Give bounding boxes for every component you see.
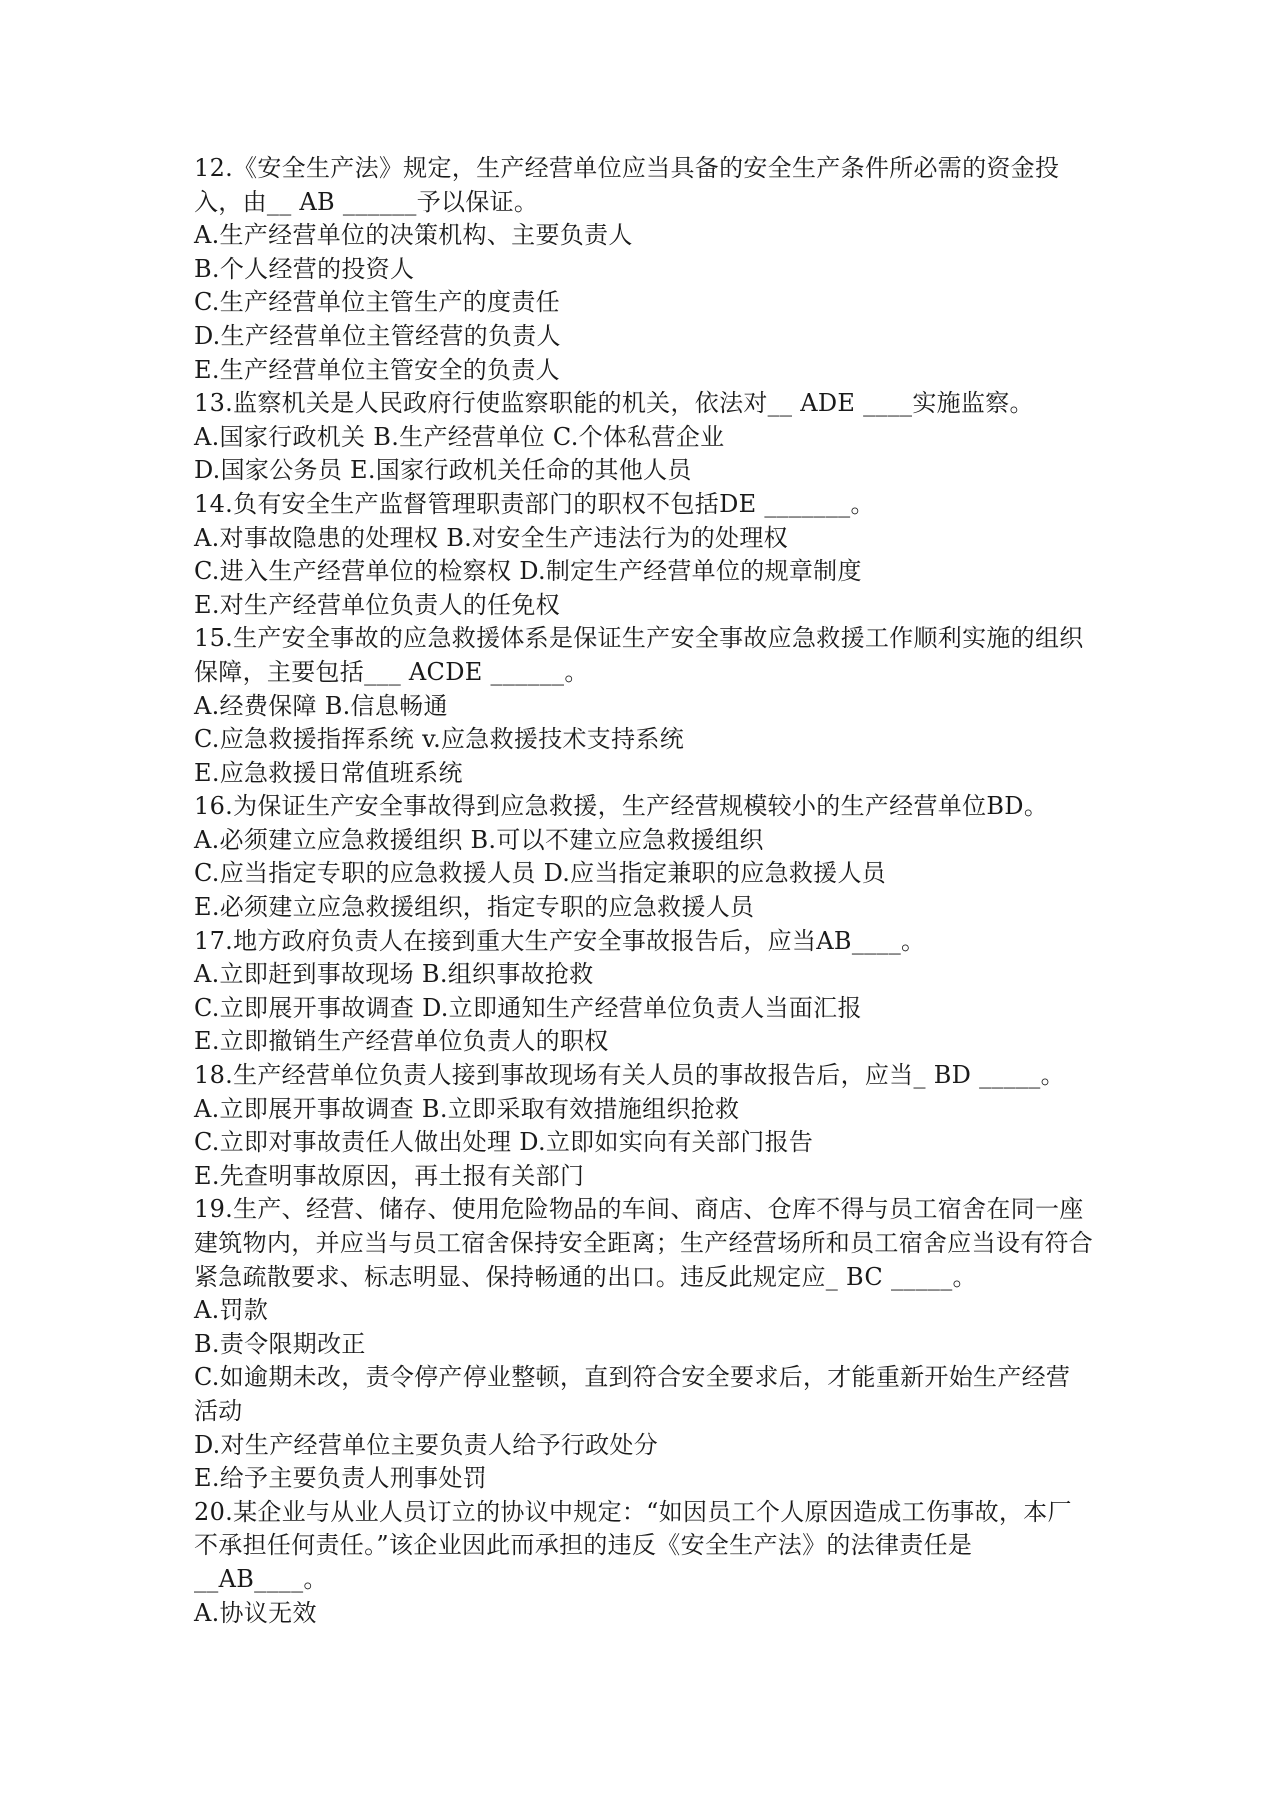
question-16 bbox=[194, 790, 1094, 924]
option-line: C.进入生产经营单位的检察权 D.制定生产经营单位的规章制度 bbox=[194, 557, 862, 586]
option-line: E.必须建立应急救援组织，指定专职的应急救援人员 bbox=[194, 893, 755, 922]
option-line: E.先查明事故原因，再土报有关部门 bbox=[194, 1161, 585, 1190]
option-line: C.立即对事故责任人做出处理 D.立即如实向有关部门报告 bbox=[194, 1128, 814, 1157]
question-13 bbox=[194, 387, 1094, 488]
option-line: E.对生产经营单位负责人的任免权 bbox=[194, 590, 560, 619]
question-stem: 13.监察机关是人民政府行使监察职能的机关，依法对__ ADE ____实施监察。 bbox=[194, 389, 1034, 418]
option-line: A.立即展开事故调查 B.立即采取有效措施组织抢救 bbox=[194, 1094, 740, 1123]
option-line: C.如逾期未改，责令停产停业整顿，直到符合安全要求后，才能重新开始生产经营活动 bbox=[194, 1363, 1071, 1425]
option-line: E.立即撤销生产经营单位负责人的职权 bbox=[194, 1027, 609, 1056]
option-line: C.立即展开事故调查 D.立即通知生产经营单位负责人当面汇报 bbox=[194, 993, 862, 1022]
question-18 bbox=[194, 1059, 1094, 1193]
option-line: B.责令限期改正 bbox=[194, 1329, 366, 1358]
option-line: E.应急救援日常值班系统 bbox=[194, 758, 463, 787]
option-line: E.给予主要负责人刑事处罚 bbox=[194, 1464, 488, 1493]
option-line: C.生产经营单位主管生产的度责任 bbox=[194, 288, 560, 317]
option-line: E.生产经营单位主管安全的负责人 bbox=[194, 355, 560, 384]
question-list bbox=[194, 152, 1094, 1630]
option-line: A.经费保障 B.信息畅通 bbox=[194, 691, 448, 720]
question-stem: 15.生产安全事故的应急救援体系是保证生产安全事故应急救援工作顺利实施的组织保障，主要包括___ ACDE ______。 bbox=[194, 624, 1084, 686]
question-14 bbox=[194, 488, 1094, 622]
question-15 bbox=[194, 622, 1094, 790]
question-20 bbox=[194, 1496, 1094, 1630]
option-line: A.国家行政机关 B.生产经营单位 C.个体私营企业 bbox=[194, 422, 725, 451]
question-stem: 12.《安全生产法》规定，生产经营单位应当具备的安全生产条件所必需的资金投入，由__ AB ______予以保证。 bbox=[194, 154, 1060, 216]
question-stem: 20.某企业与从业人员订立的协议中规定：“如因员工个人原因造成工伤事故，本厂不承担任何责任。”该企业因此而承担的违反《安全生产法》的法律责任是__AB____。 bbox=[194, 1497, 1072, 1593]
question-stem: 17.地方政府负责人在接到重大生产安全事故报告后，应当AB____。 bbox=[194, 926, 926, 955]
option-line: A.立即赶到事故现场 B.组织事故抢救 bbox=[194, 960, 594, 989]
option-line: C.应当指定专职的应急救援人员 D.应当指定兼职的应急救援人员 bbox=[194, 859, 887, 888]
option-line: A.必须建立应急救援组织 B.可以不建立应急救援组织 bbox=[194, 825, 764, 854]
option-line: B.个人经营的投资人 bbox=[194, 254, 415, 283]
option-line: C.应急救援指挥系统 v.应急救援技术支持系统 bbox=[194, 725, 685, 754]
question-19 bbox=[194, 1193, 1094, 1495]
question-stem: 19.生产、经营、储存、使用危险物品的车间、商店、仓库不得与员工宿舍在同一座建筑物内，并应当与员工宿舍保持安全距离；生产经营场所和员工宿舍应当设有符合紧急疏散要求、标志明显、保持畅通的出口。违反此规定应_ BC _____。 bbox=[194, 1195, 1094, 1291]
option-line: A.对事故隐患的处理权 B.对安全生产违法行为的处理权 bbox=[194, 523, 788, 552]
question-12 bbox=[194, 152, 1094, 387]
option-line: D.国家公务员 E.国家行政机关任命的其他人员 bbox=[194, 456, 692, 485]
option-line: D.生产经营单位主管经营的负责人 bbox=[194, 321, 561, 350]
question-stem: 16.为保证生产安全事故得到应急救援，生产经营规模较小的生产经营单位BD。 bbox=[194, 792, 1049, 821]
option-line: A.生产经营单位的决策机构、主要负责人 bbox=[194, 221, 633, 250]
question-stem: 14.负有安全生产监督管理职责部门的职权不包括DE _______。 bbox=[194, 489, 875, 518]
question-17 bbox=[194, 925, 1094, 1059]
option-line: A.协议无效 bbox=[194, 1598, 317, 1627]
option-line: A.罚款 bbox=[194, 1296, 269, 1325]
option-line: D.对生产经营单位主要负责人给予行政处分 bbox=[194, 1430, 659, 1459]
question-stem: 18.生产经营单位负责人接到事故现场有关人员的事故报告后，应当_ BD _____。 bbox=[194, 1061, 1065, 1090]
